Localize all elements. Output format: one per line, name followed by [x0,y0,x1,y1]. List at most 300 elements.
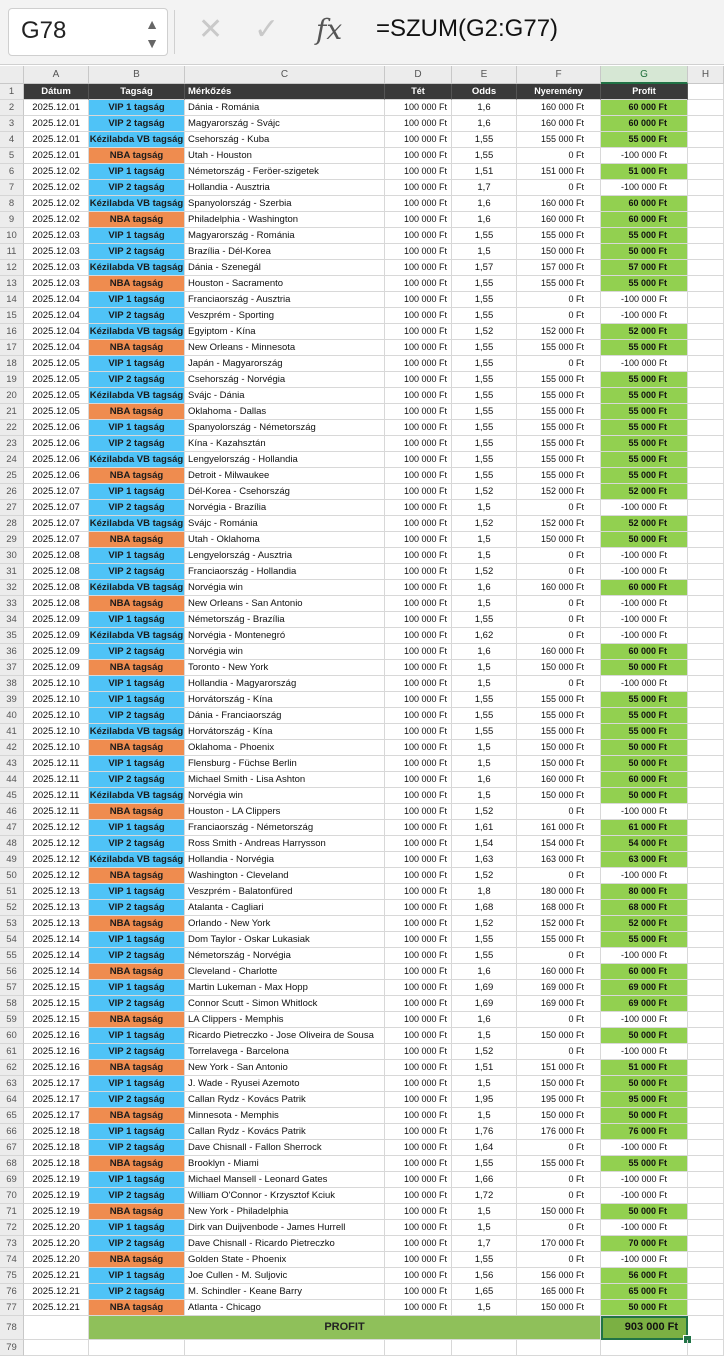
cell-odds[interactable]: 1,55 [452,420,517,436]
cell-stake[interactable]: 100 000 Ft [385,548,452,564]
row-number[interactable]: 43 [0,756,24,772]
cell-match[interactable]: Ricardo Pietreczko - Jose Oliveira de Sousa [185,1028,385,1044]
cell-profit[interactable]: 50 000 Ft [601,788,688,804]
cell-h[interactable] [688,564,724,580]
cell-h[interactable] [688,164,724,180]
cell-stake[interactable]: 100 000 Ft [385,212,452,228]
cell-membership[interactable]: VIP 1 tagság [89,676,185,692]
enter-icon[interactable]: ✓ [254,13,280,46]
cell-stake[interactable]: 100 000 Ft [385,500,452,516]
column-header-c[interactable]: C [185,66,385,84]
cell-stake[interactable]: 100 000 Ft [385,180,452,196]
row-number[interactable]: 75 [0,1268,24,1284]
row-number[interactable]: 21 [0,404,24,420]
cell-match[interactable]: William O'Connor - Krzysztof Kciuk [185,1188,385,1204]
row-number[interactable]: 46 [0,804,24,820]
cell-h[interactable] [688,788,724,804]
cell-h[interactable] [688,548,724,564]
cell-winnings[interactable]: 168 000 Ft [517,900,601,916]
cell-membership[interactable]: VIP 1 tagság [89,612,185,628]
cell-winnings[interactable]: 155 000 Ft [517,436,601,452]
cell-h[interactable] [688,1044,724,1060]
cell-winnings[interactable]: 155 000 Ft [517,708,601,724]
cell-match[interactable]: Lengyelország - Ausztria [185,548,385,564]
cell-odds[interactable]: 1,66 [452,1172,517,1188]
header-membership[interactable]: Tagság [89,84,185,100]
row-number[interactable]: 47 [0,820,24,836]
cell-match[interactable]: M. Schindler - Keane Barry [185,1284,385,1300]
cell-h[interactable] [688,1268,724,1284]
cell-profit[interactable]: -100 000 Ft [601,564,688,580]
cell-membership[interactable]: VIP 1 tagság [89,932,185,948]
cell-odds[interactable]: 1,52 [452,564,517,580]
cell-winnings[interactable]: 0 Ft [517,1220,601,1236]
cell-date[interactable]: 2025.12.17 [24,1092,89,1108]
cell-profit[interactable]: -100 000 Ft [601,1220,688,1236]
row-number[interactable]: 19 [0,372,24,388]
cell-profit[interactable]: 60 000 Ft [601,116,688,132]
cell-winnings[interactable]: 155 000 Ft [517,276,601,292]
cell-match[interactable]: Atalanta - Cagliari [185,900,385,916]
cell-profit[interactable]: -100 000 Ft [601,292,688,308]
cell-h[interactable] [688,644,724,660]
cell-winnings[interactable]: 155 000 Ft [517,932,601,948]
row-number[interactable]: 7 [0,180,24,196]
cell-profit[interactable]: 55 000 Ft [601,404,688,420]
cell-stake[interactable]: 100 000 Ft [385,612,452,628]
cell-match[interactable]: New York - San Antonio [185,1060,385,1076]
cell-date[interactable]: 2025.12.05 [24,356,89,372]
header-profit[interactable]: Profit [601,84,688,100]
cell-odds[interactable]: 1,55 [452,132,517,148]
cell-winnings[interactable]: 152 000 Ft [517,484,601,500]
cell-winnings[interactable]: 0 Ft [517,612,601,628]
cell-winnings[interactable]: 0 Ft [517,1172,601,1188]
cell-stake[interactable]: 100 000 Ft [385,948,452,964]
cell-h[interactable] [688,1300,724,1316]
cell-match[interactable]: Magyarország - Románia [185,228,385,244]
cell-odds[interactable]: 1,64 [452,1140,517,1156]
cell-match[interactable]: Dave Chisnall - Ricardo Pietreczko [185,1236,385,1252]
cell-odds[interactable]: 1,55 [452,276,517,292]
cell-h[interactable] [688,1012,724,1028]
cell-match[interactable]: Horvátország - Kína [185,692,385,708]
cell-empty[interactable] [517,1340,601,1356]
cell-profit[interactable]: -100 000 Ft [601,1188,688,1204]
cell-odds[interactable]: 1,5 [452,532,517,548]
cell-profit[interactable]: 55 000 Ft [601,452,688,468]
cell-stake[interactable]: 100 000 Ft [385,916,452,932]
cell-profit[interactable]: 50 000 Ft [601,756,688,772]
cell-date[interactable]: 2025.12.13 [24,916,89,932]
cell-profit[interactable]: 60 000 Ft [601,212,688,228]
cell-match[interactable]: Magyarország - Svájc [185,116,385,132]
cell-membership[interactable]: NBA tagság [89,276,185,292]
cell-date[interactable]: 2025.12.12 [24,852,89,868]
cell-profit[interactable]: 55 000 Ft [601,372,688,388]
cell-match[interactable]: Connor Scutt - Simon Whitlock [185,996,385,1012]
cell-winnings[interactable]: 0 Ft [517,1012,601,1028]
cell-odds[interactable]: 1,55 [452,1252,517,1268]
cell-winnings[interactable]: 154 000 Ft [517,836,601,852]
cell-h[interactable] [688,516,724,532]
cell-date[interactable]: 2025.12.12 [24,836,89,852]
cell-h[interactable] [688,916,724,932]
cell-winnings[interactable]: 160 000 Ft [517,100,601,116]
cell-match[interactable]: Németország - Feröer-szigetek [185,164,385,180]
cell-odds[interactable]: 1,55 [452,436,517,452]
cell-stake[interactable]: 100 000 Ft [385,692,452,708]
cell-odds[interactable]: 1,5 [452,1108,517,1124]
cell-winnings[interactable]: 155 000 Ft [517,468,601,484]
cell-odds[interactable]: 1,55 [452,356,517,372]
cell-membership[interactable]: NBA tagság [89,212,185,228]
cell-stake[interactable]: 100 000 Ft [385,308,452,324]
cell-date[interactable]: 2025.12.03 [24,228,89,244]
cell-winnings[interactable]: 0 Ft [517,180,601,196]
cell-date[interactable]: 2025.12.15 [24,1012,89,1028]
cell-odds[interactable]: 1,5 [452,244,517,260]
cell-membership[interactable]: VIP 2 tagság [89,1188,185,1204]
cell-stake[interactable]: 100 000 Ft [385,356,452,372]
cell-date[interactable]: 2025.12.20 [24,1220,89,1236]
cell-stake[interactable]: 100 000 Ft [385,820,452,836]
cell-odds[interactable]: 1,5 [452,1204,517,1220]
cell-date[interactable]: 2025.12.06 [24,420,89,436]
cell-h[interactable] [688,1316,724,1340]
row-number[interactable]: 71 [0,1204,24,1220]
cell-profit[interactable]: 70 000 Ft [601,1236,688,1252]
cell-membership[interactable]: VIP 2 tagság [89,116,185,132]
cell-winnings[interactable]: 150 000 Ft [517,244,601,260]
cell-profit[interactable]: -100 000 Ft [601,180,688,196]
cell-stake[interactable]: 100 000 Ft [385,116,452,132]
cell-odds[interactable]: 1,65 [452,1284,517,1300]
cell-h[interactable] [688,804,724,820]
cell-odds[interactable]: 1,5 [452,596,517,612]
cell-h[interactable] [688,660,724,676]
cell-membership[interactable]: VIP 2 tagság [89,564,185,580]
cell-odds[interactable]: 1,55 [452,372,517,388]
cell-stake[interactable]: 100 000 Ft [385,1028,452,1044]
cell-profit[interactable]: 69 000 Ft [601,996,688,1012]
cell-profit[interactable]: 50 000 Ft [601,1300,688,1316]
cell-empty[interactable] [452,1340,517,1356]
cell-date[interactable]: 2025.12.12 [24,820,89,836]
cell-odds[interactable]: 1,6 [452,964,517,980]
cell-h[interactable] [688,356,724,372]
cell-stake[interactable]: 100 000 Ft [385,836,452,852]
cell-winnings[interactable]: 150 000 Ft [517,1108,601,1124]
cell-odds[interactable]: 1,51 [452,1060,517,1076]
cell-empty[interactable] [185,1340,385,1356]
cell-stake[interactable]: 100 000 Ft [385,372,452,388]
name-box[interactable] [8,8,168,56]
cell-date[interactable]: 2025.12.06 [24,436,89,452]
cell-membership[interactable]: VIP 1 tagság [89,100,185,116]
cell-profit[interactable]: -100 000 Ft [601,548,688,564]
cell-odds[interactable]: 1,7 [452,1236,517,1252]
cell-membership[interactable]: Kézilabda VB tagság [89,452,185,468]
cell-match[interactable]: Svájc - Románia [185,516,385,532]
cell-match[interactable]: Veszprém - Sporting [185,308,385,324]
cell-date[interactable]: 2025.12.02 [24,180,89,196]
cell-stake[interactable]: 100 000 Ft [385,1108,452,1124]
cell-stake[interactable]: 100 000 Ft [385,1204,452,1220]
cell-date[interactable]: 2025.12.17 [24,1108,89,1124]
row-number[interactable]: 24 [0,452,24,468]
cell-stake[interactable]: 100 000 Ft [385,484,452,500]
cell-winnings[interactable]: 152 000 Ft [517,916,601,932]
cell-date[interactable]: 2025.12.11 [24,772,89,788]
cell-h[interactable] [688,212,724,228]
cell-odds[interactable]: 1,68 [452,900,517,916]
cell-profit[interactable]: 50 000 Ft [601,740,688,756]
column-header-g[interactable]: G [601,66,688,84]
cell-date[interactable]: 2025.12.18 [24,1124,89,1140]
row-number[interactable]: 39 [0,692,24,708]
cell-match[interactable]: Horvátország - Kína [185,724,385,740]
cell-date[interactable]: 2025.12.20 [24,1252,89,1268]
cell-h[interactable] [688,1076,724,1092]
cell-profit[interactable]: -100 000 Ft [601,1172,688,1188]
cell-membership[interactable]: NBA tagság [89,1252,185,1268]
cell-stake[interactable]: 100 000 Ft [385,164,452,180]
row-number[interactable]: 16 [0,324,24,340]
cell-odds[interactable]: 1,56 [452,1268,517,1284]
cell-match[interactable]: Brazília - Dél-Korea [185,244,385,260]
cell-profit[interactable]: 65 000 Ft [601,1284,688,1300]
cell-match[interactable]: Michael Mansell - Leonard Gates [185,1172,385,1188]
cell-date[interactable]: 2025.12.01 [24,148,89,164]
cell-stake[interactable]: 100 000 Ft [385,1092,452,1108]
cell-stake[interactable]: 100 000 Ft [385,452,452,468]
cell-h[interactable] [688,100,724,116]
row-number[interactable]: 6 [0,164,24,180]
cell-match[interactable]: Hollandia - Magyarország [185,676,385,692]
cell-profit[interactable]: -100 000 Ft [601,804,688,820]
cell-match[interactable]: Houston - Sacramento [185,276,385,292]
cell-date[interactable]: 2025.12.03 [24,244,89,260]
cell-membership[interactable]: VIP 2 tagság [89,644,185,660]
cell-match[interactable]: Egyiptom - Kína [185,324,385,340]
cell-membership[interactable]: VIP 1 tagság [89,980,185,996]
cell-h[interactable] [688,1108,724,1124]
cell-stake[interactable]: 100 000 Ft [385,804,452,820]
cell-stake[interactable]: 100 000 Ft [385,340,452,356]
cell-odds[interactable]: 1,5 [452,740,517,756]
cell-winnings[interactable]: 160 000 Ft [517,964,601,980]
header-stake[interactable]: Tét [385,84,452,100]
cell-date[interactable]: 2025.12.18 [24,1140,89,1156]
row-number[interactable]: 20 [0,388,24,404]
row-number[interactable]: 26 [0,484,24,500]
cell-profit[interactable]: -100 000 Ft [601,1140,688,1156]
row-number[interactable]: 74 [0,1252,24,1268]
cell-match[interactable]: Norvégia win [185,788,385,804]
cell-empty[interactable] [24,1316,89,1340]
row-number[interactable]: 30 [0,548,24,564]
cell-match[interactable]: Hollandia - Norvégia [185,852,385,868]
cell-h[interactable] [688,692,724,708]
cell-date[interactable]: 2025.12.19 [24,1172,89,1188]
cell-winnings[interactable]: 150 000 Ft [517,660,601,676]
cell-h[interactable] [688,708,724,724]
cell-membership[interactable]: VIP 2 tagság [89,1092,185,1108]
cell-stake[interactable]: 100 000 Ft [385,996,452,1012]
cell-profit[interactable]: 69 000 Ft [601,980,688,996]
cell-odds[interactable]: 1,5 [452,660,517,676]
cell-membership[interactable]: Kézilabda VB tagság [89,628,185,644]
cell-h[interactable] [688,532,724,548]
cell-odds[interactable]: 1,62 [452,628,517,644]
cell-match[interactable]: Spanyolország - Szerbia [185,196,385,212]
cell-stake[interactable]: 100 000 Ft [385,900,452,916]
cell-membership[interactable]: VIP 1 tagság [89,548,185,564]
cell-match[interactable]: Franciaország - Hollandia [185,564,385,580]
cell-membership[interactable]: NBA tagság [89,1060,185,1076]
cell-winnings[interactable]: 165 000 Ft [517,1284,601,1300]
row-number[interactable]: 38 [0,676,24,692]
cell-odds[interactable]: 1,5 [452,1076,517,1092]
cell-stake[interactable]: 100 000 Ft [385,1300,452,1316]
cell-profit[interactable]: 52 000 Ft [601,324,688,340]
cell-odds[interactable]: 1,69 [452,996,517,1012]
cell-winnings[interactable]: 155 000 Ft [517,372,601,388]
cell-membership[interactable]: VIP 1 tagság [89,692,185,708]
row-number[interactable]: 65 [0,1108,24,1124]
row-number[interactable]: 9 [0,212,24,228]
cell-h[interactable] [688,756,724,772]
cell-winnings[interactable]: 160 000 Ft [517,580,601,596]
cell-membership[interactable]: VIP 2 tagság [89,1236,185,1252]
cell-winnings[interactable]: 0 Ft [517,1140,601,1156]
cell-empty[interactable] [24,1340,89,1356]
cell-profit[interactable]: -100 000 Ft [601,1012,688,1028]
cell-winnings[interactable]: 155 000 Ft [517,388,601,404]
cell-date[interactable]: 2025.12.10 [24,708,89,724]
cell-stake[interactable]: 100 000 Ft [385,1076,452,1092]
cell-match[interactable]: Brooklyn - Miami [185,1156,385,1172]
cell-membership[interactable]: VIP 1 tagság [89,1220,185,1236]
cell-stake[interactable]: 100 000 Ft [385,644,452,660]
cell-match[interactable]: Joe Cullen - M. Suljovic [185,1268,385,1284]
cell-stake[interactable]: 100 000 Ft [385,468,452,484]
cell-membership[interactable]: VIP 2 tagság [89,500,185,516]
cell-date[interactable]: 2025.12.12 [24,868,89,884]
cell-odds[interactable]: 1,52 [452,804,517,820]
row-number[interactable]: 35 [0,628,24,644]
cell-profit[interactable]: 50 000 Ft [601,1076,688,1092]
cell-membership[interactable]: Kézilabda VB tagság [89,324,185,340]
cell-h[interactable] [688,1092,724,1108]
cell-h[interactable] [688,484,724,500]
header-date[interactable]: Dátum [24,84,89,100]
cell-h[interactable] [688,468,724,484]
cell-profit[interactable]: 55 000 Ft [601,228,688,244]
insert-function-icon[interactable]: fx [316,13,343,46]
cell-match[interactable]: Japán - Magyarország [185,356,385,372]
cell-winnings[interactable]: 151 000 Ft [517,164,601,180]
cell-match[interactable]: Dánia - Románia [185,100,385,116]
row-number[interactable]: 1 [0,84,24,100]
cell-stake[interactable]: 100 000 Ft [385,724,452,740]
cell-date[interactable]: 2025.12.03 [24,276,89,292]
cell-membership[interactable]: Kézilabda VB tagság [89,196,185,212]
cell-date[interactable]: 2025.12.03 [24,260,89,276]
cell-stake[interactable]: 100 000 Ft [385,708,452,724]
cell-profit[interactable]: 55 000 Ft [601,1156,688,1172]
cell-odds[interactable]: 1,5 [452,500,517,516]
cell-odds[interactable]: 1,55 [452,468,517,484]
cell-profit[interactable]: 55 000 Ft [601,708,688,724]
cell-profit[interactable]: 55 000 Ft [601,132,688,148]
cell-match[interactable]: Utah - Houston [185,148,385,164]
cell-membership[interactable]: NBA tagság [89,596,185,612]
cell-date[interactable]: 2025.12.19 [24,1188,89,1204]
cell-membership[interactable]: Kézilabda VB tagság [89,788,185,804]
name-box-up-icon[interactable]: ▲ [145,16,159,32]
column-header-h[interactable]: H [688,66,724,84]
cell-membership[interactable]: NBA tagság [89,1012,185,1028]
cell-profit[interactable]: 55 000 Ft [601,276,688,292]
cell-match[interactable]: Cleveland - Charlotte [185,964,385,980]
row-number[interactable]: 5 [0,148,24,164]
row-number[interactable]: 15 [0,308,24,324]
cell-match[interactable]: Ross Smith - Andreas Harrysson [185,836,385,852]
cell-stake[interactable]: 100 000 Ft [385,660,452,676]
cell-odds[interactable]: 1,52 [452,324,517,340]
cell-match[interactable]: Michael Smith - Lisa Ashton [185,772,385,788]
cell-match[interactable]: Detroit - Milwaukee [185,468,385,484]
cell-match[interactable]: Dánia - Franciaország [185,708,385,724]
row-number[interactable]: 27 [0,500,24,516]
row-number[interactable]: 78 [0,1316,24,1340]
cell-date[interactable]: 2025.12.17 [24,1076,89,1092]
cell-stake[interactable]: 100 000 Ft [385,516,452,532]
cell-date[interactable]: 2025.12.07 [24,500,89,516]
cell-profit[interactable]: 55 000 Ft [601,340,688,356]
cell-profit[interactable]: 50 000 Ft [601,1204,688,1220]
cell-odds[interactable]: 1,5 [452,548,517,564]
cell-membership[interactable]: Kézilabda VB tagság [89,724,185,740]
cell-match[interactable]: Németország - Norvégia [185,948,385,964]
cell-stake[interactable]: 100 000 Ft [385,580,452,596]
cell-h[interactable] [688,260,724,276]
cell-h[interactable] [688,452,724,468]
cell-match[interactable]: Toronto - New York [185,660,385,676]
row-number[interactable]: 41 [0,724,24,740]
cell-stake[interactable]: 100 000 Ft [385,1140,452,1156]
cell-winnings[interactable]: 150 000 Ft [517,756,601,772]
cell-stake[interactable]: 100 000 Ft [385,1156,452,1172]
cell-empty[interactable] [89,1340,185,1356]
cell-match[interactable]: Norvégia win [185,644,385,660]
cell-odds[interactable]: 1,55 [452,340,517,356]
cell-winnings[interactable]: 156 000 Ft [517,1268,601,1284]
cell-winnings[interactable]: 155 000 Ft [517,1156,601,1172]
cell-winnings[interactable]: 152 000 Ft [517,516,601,532]
cell-membership[interactable]: VIP 1 tagság [89,420,185,436]
cell-winnings[interactable]: 160 000 Ft [517,644,601,660]
cell-membership[interactable]: VIP 1 tagság [89,1268,185,1284]
cell-winnings[interactable]: 157 000 Ft [517,260,601,276]
cell-membership[interactable]: Kézilabda VB tagság [89,580,185,596]
cell-odds[interactable]: 1,6 [452,100,517,116]
cell-membership[interactable]: VIP 1 tagság [89,228,185,244]
cell-winnings[interactable]: 0 Ft [517,548,601,564]
cell-stake[interactable]: 100 000 Ft [385,1268,452,1284]
